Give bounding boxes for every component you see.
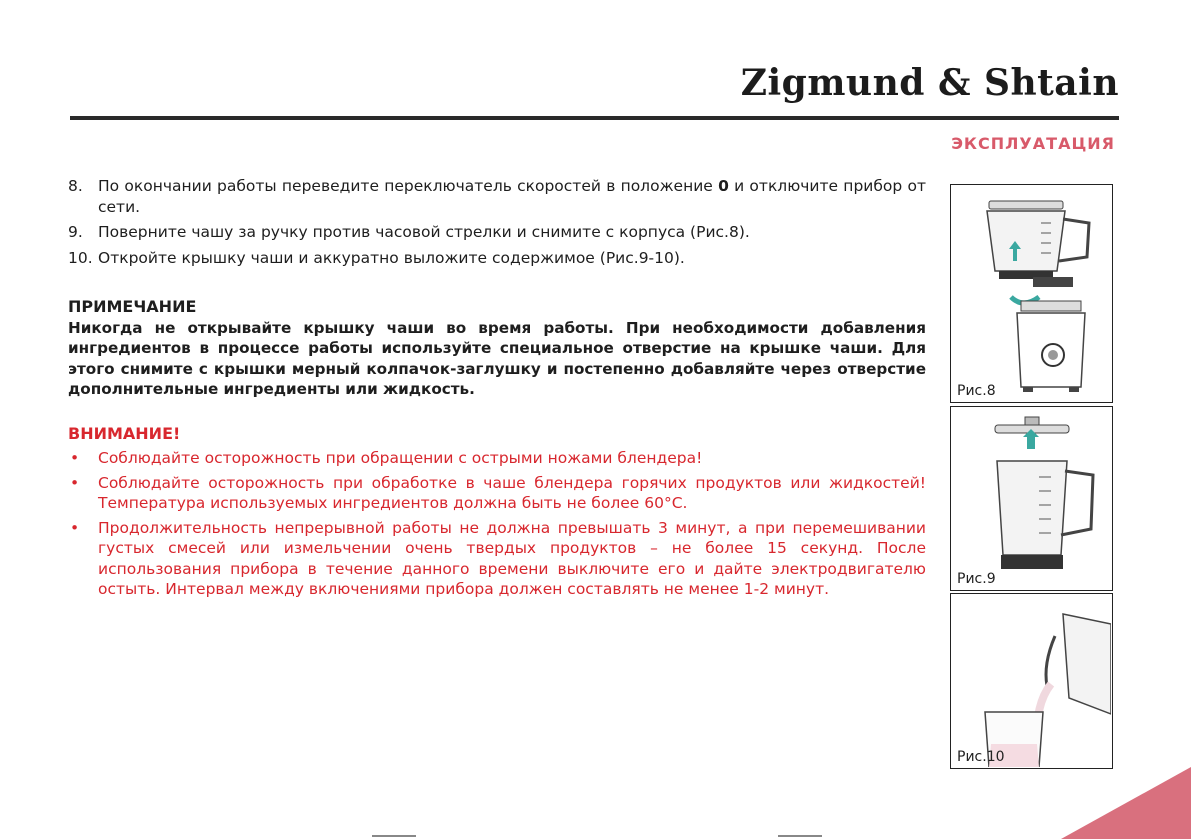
figure-8 (950, 184, 1113, 403)
warning-text: Соблюдайте осторожность при обращении с острыми ножами блендера! (98, 449, 703, 467)
warning-text: Продолжительность непрерывной работы не должна превышать 3 минут, а при перемешивании густых смесей или измельчении очень твердых продуктов – не более 15 секунд. После использования прибора в течение данного времени выключите его и дайте электродвигателю остыть. Интервал между включениями прибора должен составлять не менее 1-2 минут. (98, 518, 926, 598)
step-number: 10. (68, 248, 93, 267)
note-title: ПРИМЕЧАНИЕ (68, 297, 197, 316)
step-bold-value: 0 (718, 177, 729, 195)
note-text: Никогда не открывайте крышку чаши во время работы. При необходимости добавления ингредиентов в процессе работы используйте специальное отверстие на крышке чаши. Для этого снимите с крышки мерный колпачок-заглушку и постепенно добавляйте через отверстие дополнительные ингредиенты или жидкость. (68, 318, 926, 398)
step-text: Поверните чашу за ручку против часовой стрелки и снимите с корпуса (Рис.8). (98, 223, 750, 241)
figure-label: Рис.9 (957, 571, 996, 587)
warning-item (68, 448, 926, 469)
step-number: 9. (68, 223, 83, 241)
warning-item (68, 518, 926, 600)
step-9 (68, 222, 926, 243)
step-number: 8. (68, 177, 83, 195)
header-rule (70, 116, 1119, 120)
figure-10 (950, 593, 1113, 769)
figure-column (950, 184, 1113, 769)
blender-removal-illustration (951, 185, 1111, 401)
crop-mark (372, 835, 416, 837)
pouring-illustration (951, 594, 1111, 767)
crop-mark (778, 835, 822, 837)
corner-decoration (1061, 767, 1191, 839)
figure-label: Рис.8 (957, 383, 996, 399)
bullet: • (70, 449, 80, 467)
warning-list (68, 448, 926, 600)
step-text: и отключите прибор от сети. (98, 177, 926, 216)
section-title: ЭКСПЛУАТАЦИЯ (951, 134, 1115, 153)
warning-title: ВНИМАНИЕ! (68, 423, 181, 443)
step-text: По окончании работы переведите переключатель скоростей в положение (98, 177, 719, 195)
figure-9 (950, 406, 1113, 591)
figure-label: Рис.10 (957, 749, 1005, 765)
warning-item (68, 473, 926, 514)
brand-logo: Zigmund & Shtain (740, 62, 1119, 104)
bullet: • (70, 518, 80, 537)
bullet: • (70, 473, 80, 492)
jug-lid-illustration (951, 407, 1111, 589)
step-10 (68, 248, 926, 269)
main-content (68, 176, 926, 604)
warning-text: Соблюдайте осторожность при обработке в чаше блендера горячих продуктов или жидкостей! Температура используемых ингредиентов должна быть не более 60°С. (98, 473, 926, 512)
step-text: Откройте крышку чаши и аккуратно выложите содержимое (Рис.9-10). (98, 248, 685, 267)
step-8 (68, 176, 926, 217)
